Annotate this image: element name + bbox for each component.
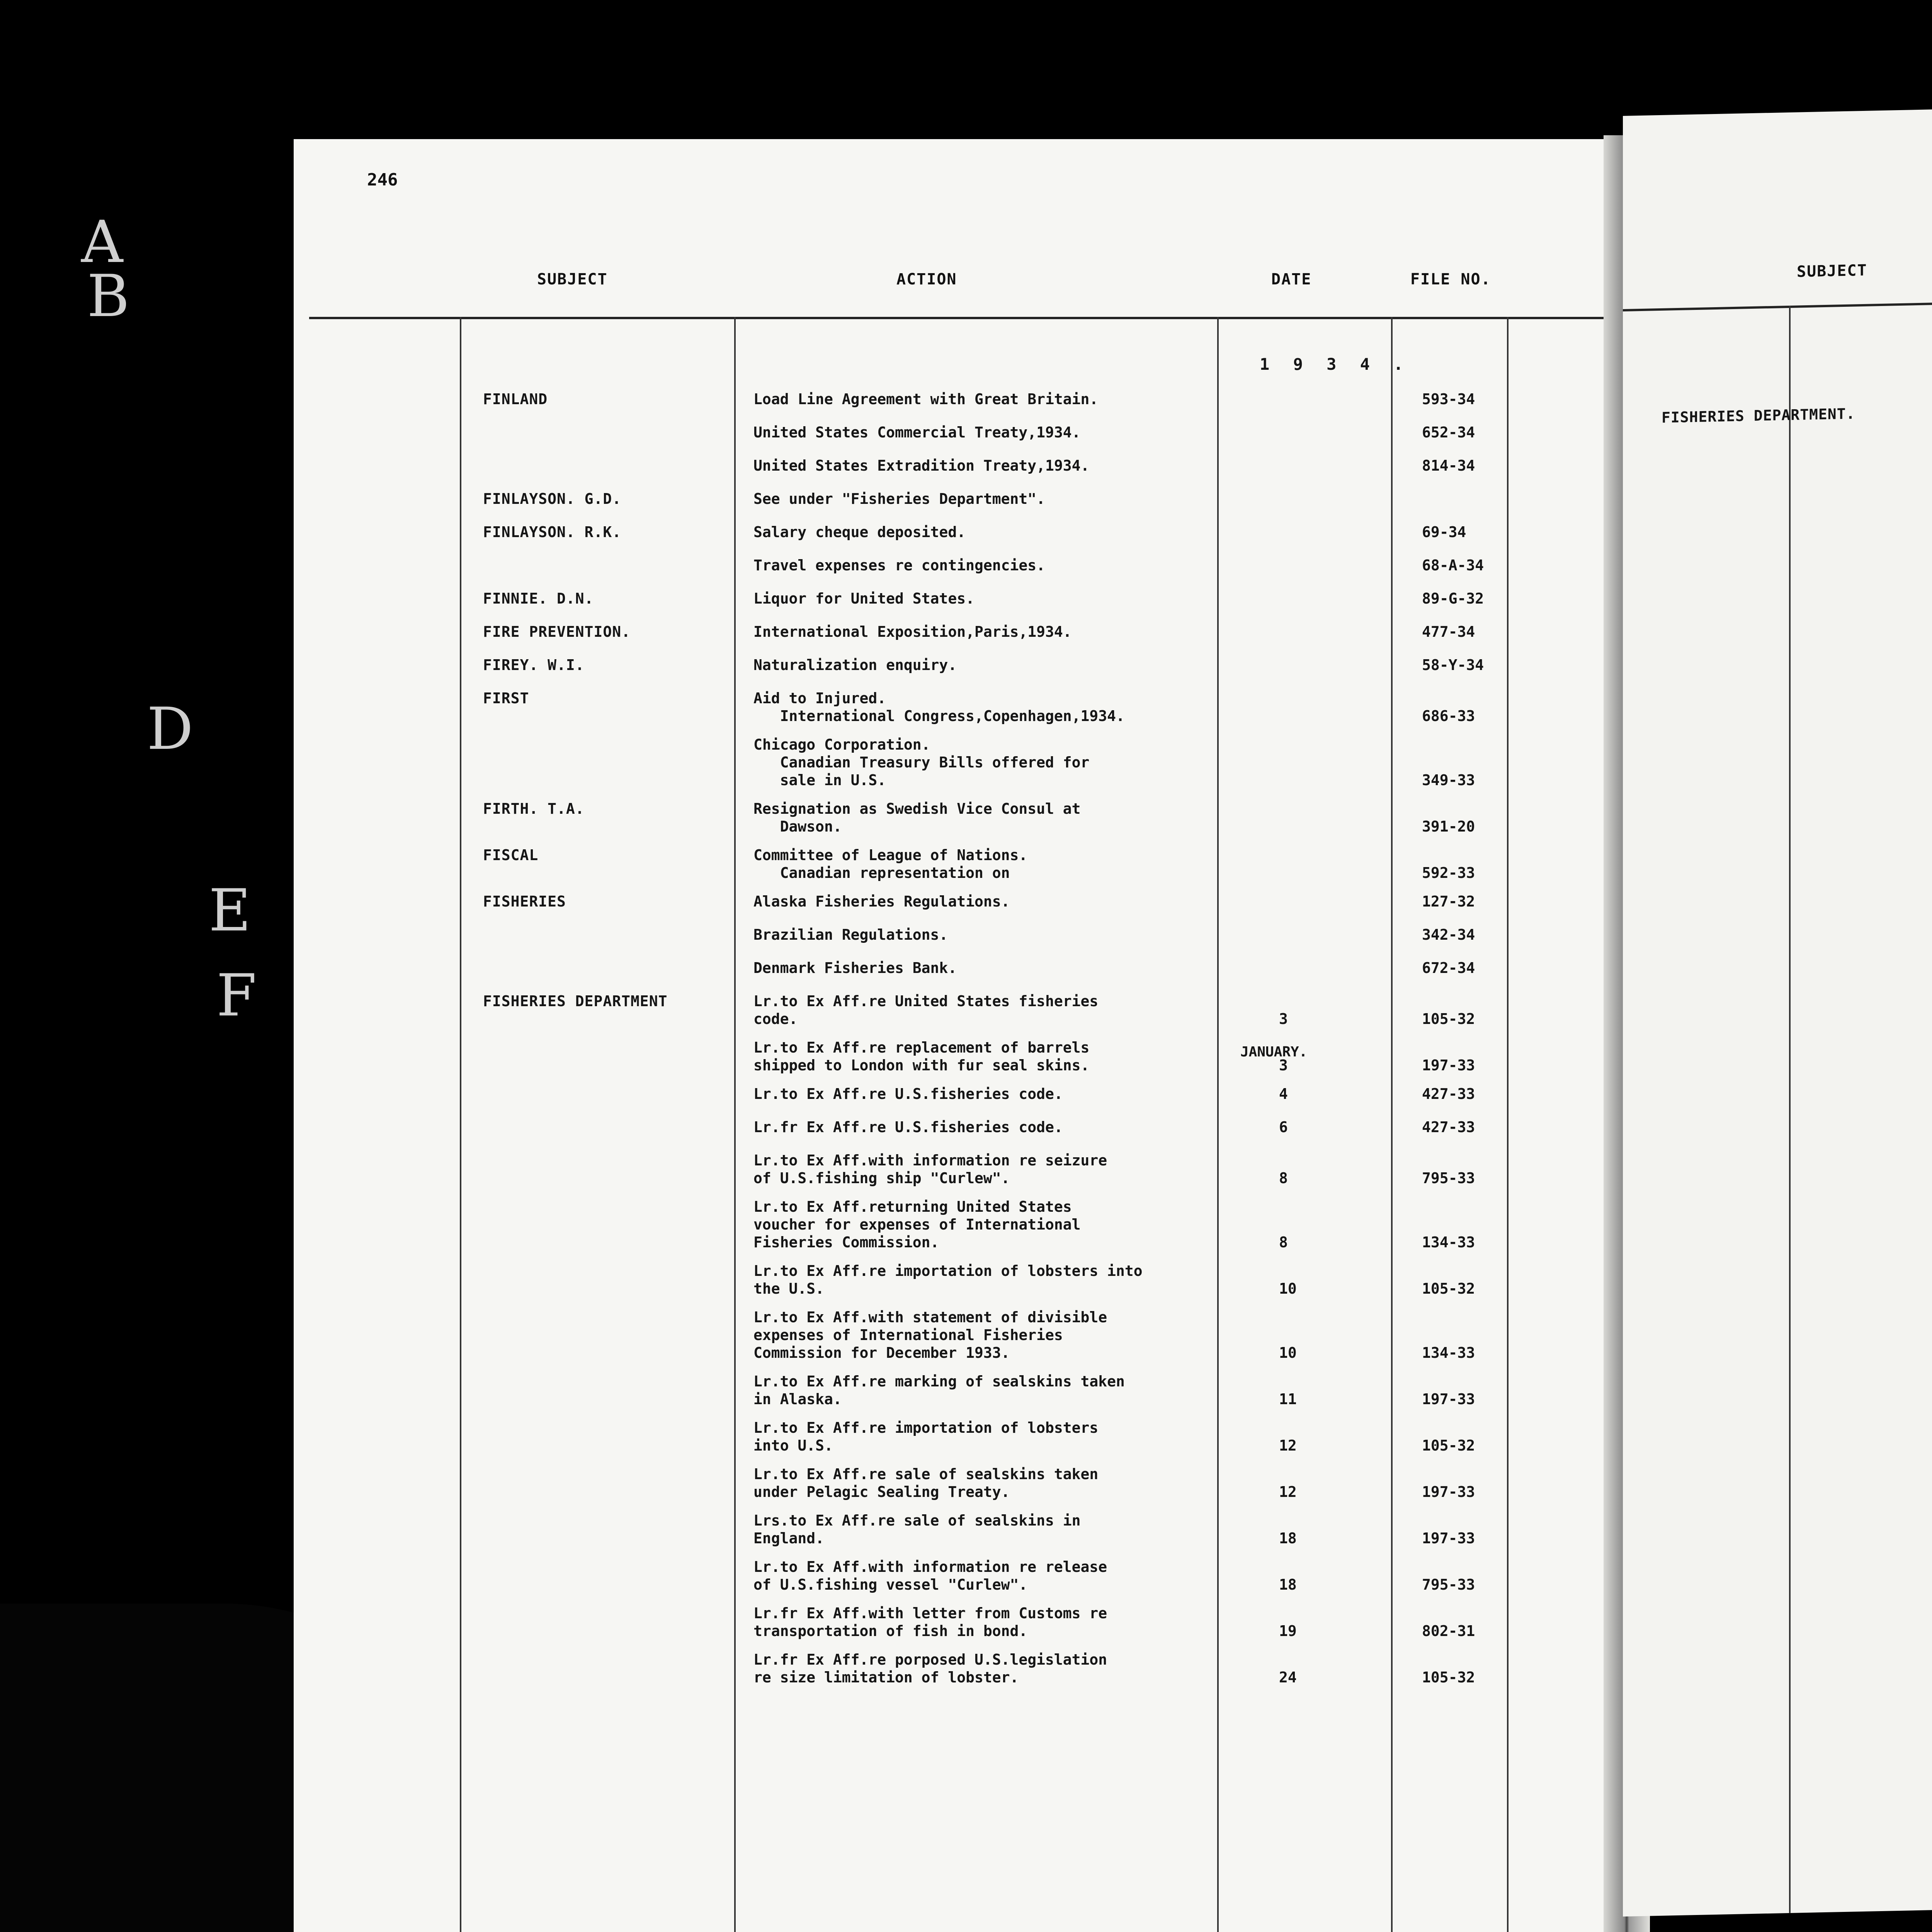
date-value: 18 [1279, 1576, 1297, 1593]
left-page [294, 139, 1646, 1932]
file-number: 197-33 [1422, 1391, 1475, 1408]
action-text: Lr.to Ex Aff.re replacement of barrels shipped to London with fur seal skins. [753, 1039, 1090, 1074]
index-tab-d: D [147, 696, 194, 763]
subject-label: FISHERIES [483, 893, 566, 910]
subject-label: FIRST [483, 690, 529, 707]
file-number: 593-34 [1422, 391, 1475, 408]
header-file-no: FILE NO. [1410, 270, 1491, 288]
column-rule [734, 317, 736, 1932]
date-value: 8 [1279, 1234, 1288, 1251]
subject-label: FIRTH. T.A. [483, 800, 585, 817]
file-number: 197-33 [1422, 1057, 1475, 1074]
file-number: 127-32 [1422, 893, 1475, 910]
right-page [1623, 89, 1932, 1917]
subject-fisheries-department: FISHERIES DEPARTMENT. [1662, 405, 1855, 426]
action-text: Lr.to Ex Aff.with statement of divisible expenses of International Fisheries Commission for December 1933. [753, 1309, 1107, 1361]
action-text: Lr.to Ex Aff.returning United States voucher for expenses of International Fisheries Commission. [753, 1198, 1081, 1251]
action-text: International Exposition,Paris,1934. [753, 623, 1072, 640]
file-number: 105-32 [1422, 1437, 1475, 1454]
action-text: Travel expenses re contingencies. [753, 557, 1045, 574]
subject-label: FIREY. W.I. [483, 656, 585, 673]
action-text: Lr.to Ex Aff.re United States fisheries code. [753, 993, 1099, 1027]
file-number: 349-33 [1422, 772, 1475, 789]
month-heading: JANUARY. [1240, 1044, 1308, 1060]
subject-label: FINNIE. D.N. [483, 590, 594, 607]
file-number: 686-33 [1422, 707, 1475, 724]
action-text: Resignation as Swedish Vice Consul at Dawson. [753, 800, 1081, 835]
header-subject: SUBJECT [537, 270, 608, 288]
subject-label: FIRE PREVENTION. [483, 623, 631, 640]
file-number: 795-33 [1422, 1576, 1475, 1593]
file-number: 652-34 [1422, 424, 1475, 441]
index-tab-b: B [87, 263, 130, 330]
file-number: 197-33 [1422, 1483, 1475, 1500]
file-number: 477-34 [1422, 623, 1475, 640]
index-tab-a: A [81, 209, 123, 276]
action-text: Committee of League of Nations. Canadian representation on [753, 847, 1028, 881]
date-value: 19 [1279, 1622, 1297, 1639]
subject-label: FINLAND [483, 391, 548, 408]
file-number: 672-34 [1422, 959, 1475, 976]
action-text: Lr.to Ex Aff.re importation of lobsters into the U.S. [753, 1262, 1143, 1297]
action-text: Salary cheque deposited. [753, 524, 966, 541]
action-text: Lr.fr Ex Aff.with letter from Customs re transportation of fish in bond. [753, 1605, 1107, 1639]
header-action: ACTION [896, 270, 957, 288]
subject-label: FINLAYSON. R.K. [483, 524, 622, 541]
action-text: Lr.to Ex Aff.with information re seizure of U.S.fishing ship "Curlew". [753, 1152, 1107, 1187]
column-rule [1507, 317, 1509, 1932]
date-value: 3 [1279, 1010, 1288, 1027]
file-number: 795-33 [1422, 1170, 1475, 1187]
action-text: Aid to Injured. International Congress,Copenhagen,1934. [753, 690, 1125, 724]
index-tab-e: E [209, 877, 251, 944]
action-text: Chicago Corporation. Canadian Treasury Bills offered for sale in U.S. [753, 736, 1090, 789]
subject-label: FISHERIES DEPARTMENT [483, 993, 668, 1010]
file-number: 105-32 [1422, 1280, 1475, 1297]
index-tab-f: F [216, 962, 257, 1029]
file-number: 58-Y-34 [1422, 656, 1484, 673]
action-text: Lr.to Ex Aff.re U.S.fisheries code. [753, 1085, 1063, 1102]
year-heading: 1 9 3 4 . [1260, 355, 1410, 374]
action-text: United States Commercial Treaty,1934. [753, 424, 1081, 441]
file-number: 134-33 [1422, 1344, 1475, 1361]
file-number: 69-34 [1422, 524, 1466, 541]
date-value: 4 [1279, 1085, 1288, 1102]
action-text: Lr.fr Ex Aff.re porposed U.S.legislation re size limitation of lobster. [753, 1651, 1107, 1686]
action-text: Liquor for United States. [753, 590, 975, 607]
file-number: 427-33 [1422, 1119, 1475, 1136]
header-rule [1623, 282, 1932, 311]
action-text: Denmark Fisheries Bank. [753, 959, 957, 976]
action-text: Alaska Fisheries Regulations. [753, 893, 1010, 910]
file-number: 134-33 [1422, 1234, 1475, 1251]
file-number: 342-34 [1422, 926, 1475, 943]
file-number: 592-33 [1422, 864, 1475, 881]
file-number: 197-33 [1422, 1530, 1475, 1547]
file-number: 427-33 [1422, 1085, 1475, 1102]
column-rule [460, 317, 461, 1932]
header-rule [309, 317, 1646, 319]
date-value: 12 [1279, 1483, 1297, 1500]
action-text: Lr.to Ex Aff.re marking of sealskins taken in Alaska. [753, 1373, 1125, 1408]
subject-label: FISCAL [483, 847, 539, 864]
ledger-rows [1623, 89, 1932, 116]
date-value: 8 [1279, 1170, 1288, 1187]
file-number: 802-31 [1422, 1622, 1475, 1639]
date-value: 24 [1279, 1669, 1297, 1686]
action-text: See under "Fisheries Department". [753, 490, 1045, 507]
date-value: 3 [1279, 1057, 1288, 1074]
action-text: United States Extradition Treaty,1934. [753, 457, 1090, 474]
action-text: Lr.to Ex Aff.re importation of lobsters into U.S. [753, 1419, 1099, 1454]
action-text: Lr.to Ex Aff.re sale of sealskins taken under Pelagic Sealing Treaty. [753, 1466, 1099, 1500]
action-text: Lrs.to Ex Aff.re sale of sealskins in England. [753, 1512, 1081, 1547]
action-text: Naturalization enquiry. [753, 656, 957, 673]
date-value: 10 [1279, 1280, 1297, 1297]
page-number: 246 [367, 170, 398, 190]
file-number: 105-32 [1422, 1010, 1475, 1027]
file-number: 68-A-34 [1422, 557, 1484, 574]
file-number: 89-G-32 [1422, 590, 1484, 607]
date-value: 6 [1279, 1119, 1288, 1136]
date-value: 10 [1279, 1344, 1297, 1361]
file-number: 105-32 [1422, 1669, 1475, 1686]
subject-label: FINLAYSON. G.D. [483, 490, 622, 507]
action-text: Brazilian Regulations. [753, 926, 948, 943]
date-value: 11 [1279, 1391, 1297, 1408]
action-text: Load Line Agreement with Great Britain. [753, 391, 1099, 408]
column-rule [1789, 306, 1791, 1913]
column-rule [1217, 317, 1219, 1932]
file-number: 814-34 [1422, 457, 1475, 474]
action-text: Lr.to Ex Aff.with information re release of U.S.fishing vessel "Curlew". [753, 1558, 1107, 1593]
header-date: DATE [1271, 270, 1312, 288]
file-number: 391-20 [1422, 818, 1475, 835]
date-value: 18 [1279, 1530, 1297, 1547]
date-value: 12 [1279, 1437, 1297, 1454]
action-text: Lr.fr Ex Aff.re U.S.fisheries code. [753, 1119, 1063, 1136]
column-rule [1391, 317, 1393, 1932]
header-subject: SUBJECT [1797, 261, 1867, 281]
